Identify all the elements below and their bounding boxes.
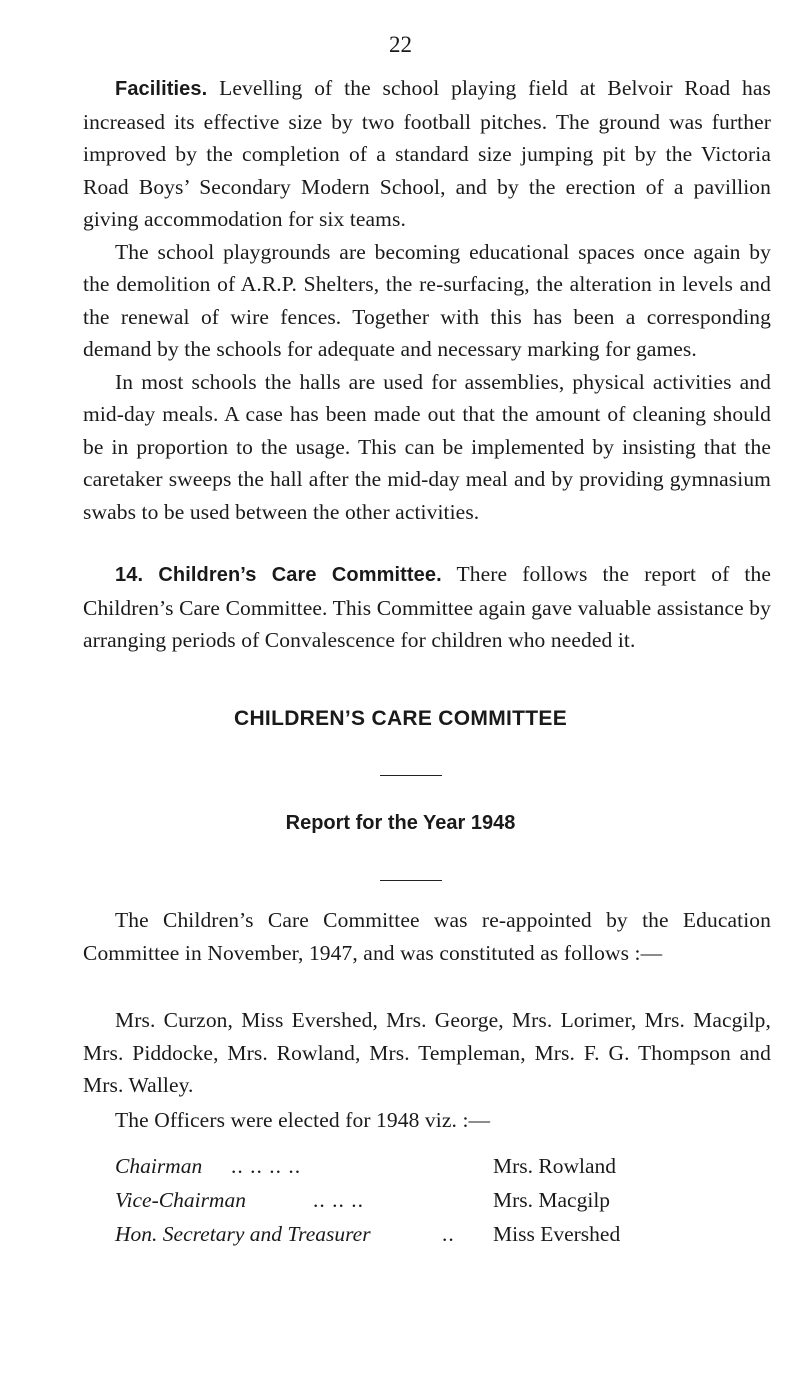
members-block	[83, 1004, 771, 1102]
facilities-paragraph	[83, 72, 771, 236]
officers-intro: The Officers were elected for 1948 viz. :—	[115, 1108, 491, 1132]
halls-paragraph: In most schools the halls are used for assemblies, physical activities and mid-day meals. A case has been made out that the amount of cleaning should be in proportion to the usage. This can be implemented by insisting that the caretaker sweeps the hall after the mid-day meal and by providing gymnasium swabs to be used between the other activities.	[83, 369, 771, 524]
playgrounds-paragraph: The school playgrounds are becoming educational spaces once again by the demolition of A.R.P. Shelters, the re-surfacing, the alteration in levels and the renewal of wire fences. Together with this has been a corresponding demand by the schools for adequate and necessary marking for games.	[83, 239, 771, 361]
report-subtitle: Report for the Year 1948	[285, 812, 516, 834]
subtitle-divider	[380, 880, 442, 881]
facilities-paragraph-text: Levelling of the school playing field at Belvoir Road has increased its effective size by two football pitches. The ground was further improved by the completion of a standard size jumping pit by the Victoria Road Boys’ Secondary Modern School, and by the erection of a pavillion giving accommodation for six teams.	[83, 76, 771, 231]
leader-dots: .. .. .. ..	[231, 1154, 302, 1178]
officer-role: Vice-Chairman	[115, 1188, 246, 1212]
facilities-heading: Facilities.	[115, 78, 208, 100]
officer-row-chairman	[115, 1154, 755, 1188]
report-body	[83, 904, 771, 969]
section-14-paragraph	[83, 558, 771, 657]
title-divider	[380, 775, 442, 776]
leader-dots: ..	[442, 1222, 455, 1246]
officer-name: Miss Evershed	[493, 1222, 621, 1246]
officers-list	[115, 1154, 755, 1256]
leader-dots: .. .. ..	[313, 1188, 364, 1212]
section-14	[83, 558, 771, 657]
facilities-section	[83, 72, 771, 528]
officer-name: Mrs. Macgilp	[493, 1188, 611, 1212]
page-number: 22	[389, 32, 412, 57]
members-paragraph: Mrs. Curzon, Miss Evershed, Mrs. George, Mrs. Lorimer, Mrs. Macgilp, Mrs. Piddocke, Mrs. Rowland, Mrs. Templeman, Mrs. F. G. Thompson and Mrs. Walley.	[83, 1008, 771, 1097]
section-14-text: There follows the report of the Children’s Care Committee. This Committee again gave valuable assistance by arranging periods of Convalescence for children who needed it.	[83, 562, 771, 652]
section-14-heading: 14. Children’s Care Committee.	[115, 564, 442, 586]
report-title: CHILDREN’S CARE COMMITTEE	[234, 707, 567, 730]
officer-role: Hon. Secretary and Treasurer	[115, 1222, 371, 1246]
officer-row-vice-chairman	[115, 1188, 755, 1222]
officer-name: Mrs. Rowland	[493, 1154, 617, 1178]
officer-row-secretary	[115, 1222, 755, 1256]
officers-intro-block	[83, 1104, 771, 1137]
constitution-paragraph: The Children’s Care Committee was re-appointed by the Education Committee in November, 1947, and was constituted as follows :—	[83, 908, 771, 965]
officer-role: Chairman	[115, 1154, 203, 1178]
